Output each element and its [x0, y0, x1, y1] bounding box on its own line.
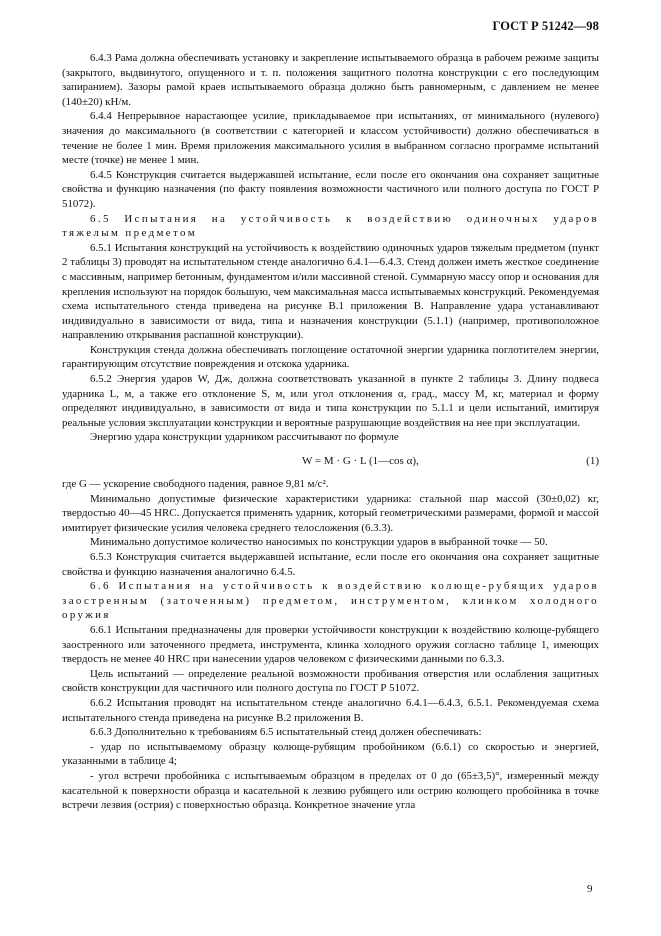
document-body: [62, 51, 599, 813]
document-header: ГОСТ Р 51242—98: [492, 19, 599, 33]
paragraph-6-4-3: 6.4.3 Рама должна обеспечивать установку и закрепление испытываемого образца в рабочем режиме защиты (закрытого, выдвинутого, опущенного и т. п. положения защитного полотна конструкции с его последующим запиранием). Зазоры рамой краев испытываемого образца должно быть равномерным, с давлением не менее (140±20) кН/м.: [62, 52, 599, 108]
paragraph-min-hits: Минимально допустимое количество наносимых по конструкции ударов в выбранной точке — 50.: [90, 536, 548, 549]
paragraph-stand-design: Конструкция стенда должна обеспечивать поглощение остаточной энергии ударника поглотителем энергии, гарантирующим отсутствие повреждения и отскока ударника.: [62, 343, 599, 371]
paragraph-6-6-1: 6.6.1 Испытания предназначены для проверки устойчивости конструкции к воздействию колюще-рубящего заостренного или заточенного предмета, инструмента, клинка холодного оружия согласно таблице 1, имеющих твердость не менее 40 HRC при нанесении ударов человеком с физическими данными по 6.3.3.: [62, 623, 599, 666]
paragraph-6-4-4: 6.4.4 Непрерывное нарастающее усилие, прикладываемое при испытаниях, от минимального (нулевого) значения до максимального (в соответствии с категорией и классом устойчивости) должно обеспечиваться в течение не более 1 мин. Время приложения максимального усилия в выбранном согласно программе испытаний месте (точке) не менее 1 мин.: [62, 110, 599, 167]
paragraph-formula-intro: Энергию удара конструкции ударником рассчитывают по формуле: [90, 431, 399, 444]
list-item-impact: - удар по испытываемому образцу колюще-рубящим пробойником (6.6.1) со скоростью и энергией, указанными в таблице 4;: [62, 740, 599, 768]
formula-text: W = M · G · L (1—cos α),: [302, 455, 419, 468]
paragraph-6-5-1: 6.5.1 Испытания конструкций на устойчивость к воздействию одиночных ударов тяжелым предметом (пункт 2 таблицы 3) проводят на испытательном стенде аналогично 6.4.1—6.4.3. Стенд должен иметь жесткое соединение с массивным, например бетонным, фундаментом и/или массивной стеной. Суммарную массу опор и основания для крепления используют на порядок большую, чем максимальная масса испытываемых конструкций. Рекомендуемая схема испытательного стенда приведена на рисунке В.1 приложения В. Направление удара устанавливают индивидуально в зависимости от вида, типа и назначения конструкции (5.1.1) (например, противоположное направлению открывания распашной конструкции).: [62, 241, 599, 342]
page-number: 9: [587, 883, 593, 895]
formula-block: [62, 445, 599, 477]
paragraph-6-5-3: 6.5.3 Конструкция считается выдержавшей испытание, если после его окончания она сохраняет защитные свойства и функцию назначения аналогично 6.4.5.: [62, 551, 599, 578]
paragraph-6-5-2: 6.5.2 Энергия ударов W, Дж, должна соответствовать указанной в пункте 2 таблицы 3. Длину подвеса ударника L, м, а также его отклонение S, м, или угол отклонения α, град., массу M, кг, материал и форму определяют индивидуально, в зависимости от вида и типа конструкции по 5.1.1 и цели испытаний, имитируя реальные условия эксплуатации конструкции и вероятные разрушающие воздействия на нее при эксплуатации.: [62, 373, 599, 429]
formula-number: (1): [586, 455, 599, 468]
paragraph-min-characteristics: Минимально допустимые физические характеристики ударника: стальной шар массой (30±0,02) кг, твердостью 40—45 HRC. Допускается применять ударник, который геометрическими размерами, формой и массой имитирует физические усилия человека среднего телосложения (6.3.3).: [62, 492, 599, 534]
section-heading-6-5: 6.5 Испытания на устойчивость к воздействию одиночных ударов тяжелым предметом: [62, 212, 599, 240]
paragraph-6-6-3: 6.6.3 Дополнительно к требованиям 6.5 испытательный стенд должен обеспечивать:: [90, 726, 482, 739]
paragraph-where: где G — ускорение свободного падения, равное 9,81 м/с².: [62, 478, 329, 491]
paragraph-test-goal: Цель испытаний — определение реальной возможности пробивания отверстия или ослабления защитных свойств конструкции для частичного или полного доступа по ГОСТ Р 51072.: [62, 667, 599, 695]
paragraph-6-4-5: 6.4.5 Конструкция считается выдержавшей испытание, если после его окончания она сохраняет защитные свойства и функцию назначения (по факту появления возможности частичного или полного доступа по ГОСТ Р 51072).: [62, 168, 599, 210]
list-item-angle: - угол встречи пробойника с испытываемым образцом в пределах от 0 до (65±3,5)°, измеренный между касательной к поверхности образца и касательной к лезвию рубящего или острию колющего пробойника в точке встречи лезвия (острия) с поверхностью образца. Конкретное значение угла: [62, 769, 599, 812]
paragraph-6-6-2: 6.6.2 Испытания проводят на испытательном стенде аналогично 6.4.1—6.4.3, 6.5.1. Рекомендуемая схема испытательного стенда приведена на рисунке В.2 приложения В.: [62, 696, 599, 724]
section-heading-6-6: 6.6 Испытания на устойчивость к воздействию колюще-рубящих ударов заостренным (заточенным) предметом, инструментом, клинком холодного оружия: [62, 580, 599, 622]
